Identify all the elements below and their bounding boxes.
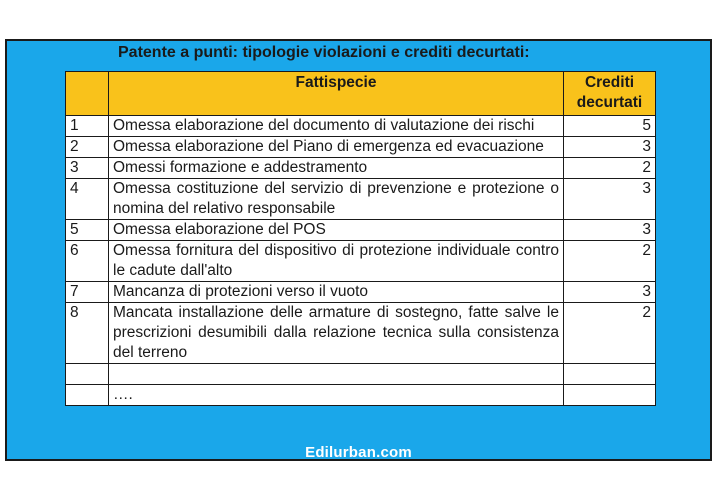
row-fattispecie: Omessa costituzione del servizio di prevenzione e protezione o nomina del relativo responsabile (109, 179, 564, 220)
table-header-row (66, 72, 656, 116)
table-row (66, 137, 656, 158)
row-number: 1 (66, 116, 109, 137)
row-fattispecie: …. (109, 385, 564, 406)
table-row (66, 179, 656, 220)
row-credits: 3 (564, 282, 656, 303)
row-credits: 3 (564, 179, 656, 220)
page-title: Patente a punti: tipologie violazioni e crediti decurtati: (118, 44, 530, 61)
table-row (66, 303, 656, 364)
row-number: 3 (66, 158, 109, 179)
row-number: 2 (66, 137, 109, 158)
row-credits: 3 (564, 137, 656, 158)
row-credits (564, 364, 656, 385)
table-row-empty (66, 364, 656, 385)
header-crediti-line1: Crediti (584, 74, 635, 91)
document-panel (5, 39, 712, 461)
table-row (66, 116, 656, 137)
row-fattispecie: Omessa elaborazione del documento di valutazione dei rischi (109, 116, 564, 137)
row-number: 7 (66, 282, 109, 303)
table-row (66, 241, 656, 282)
table-row (66, 158, 656, 179)
table-row (66, 220, 656, 241)
row-credits: 3 (564, 220, 656, 241)
table-row-ellipsis (66, 385, 656, 406)
header-number (66, 72, 109, 116)
row-number: 5 (66, 220, 109, 241)
footer-site-name: Edilurban.com (305, 444, 412, 461)
row-fattispecie: Mancanza di protezioni verso il vuoto (109, 282, 564, 303)
violations-table (65, 71, 656, 406)
row-fattispecie: Omessa elaborazione del Piano di emergenza ed evacuazione (109, 137, 564, 158)
header-crediti-line2: decurtati (576, 94, 643, 111)
row-number (66, 385, 109, 406)
row-fattispecie: Omessa fornitura del dispositivo di protezione individuale contro le cadute dall'alto (109, 241, 564, 282)
row-number (66, 364, 109, 385)
row-fattispecie: Omessa elaborazione del POS (109, 220, 564, 241)
table-row (66, 282, 656, 303)
row-fattispecie: Mancata installazione delle armature di sostegno, fatte salve le prescrizioni desumibili dalla relazione tecnica sulla consistenza del terreno (109, 303, 564, 364)
row-fattispecie (109, 364, 564, 385)
row-credits: 2 (564, 241, 656, 282)
row-number: 6 (66, 241, 109, 282)
row-credits: 2 (564, 303, 656, 364)
row-number: 4 (66, 179, 109, 220)
header-fattispecie: Fattispecie (109, 72, 564, 116)
row-fattispecie: Omessi formazione e addestramento (109, 158, 564, 179)
row-credits (564, 385, 656, 406)
header-crediti (564, 72, 656, 116)
row-credits: 2 (564, 158, 656, 179)
row-number: 8 (66, 303, 109, 364)
row-credits: 5 (564, 116, 656, 137)
